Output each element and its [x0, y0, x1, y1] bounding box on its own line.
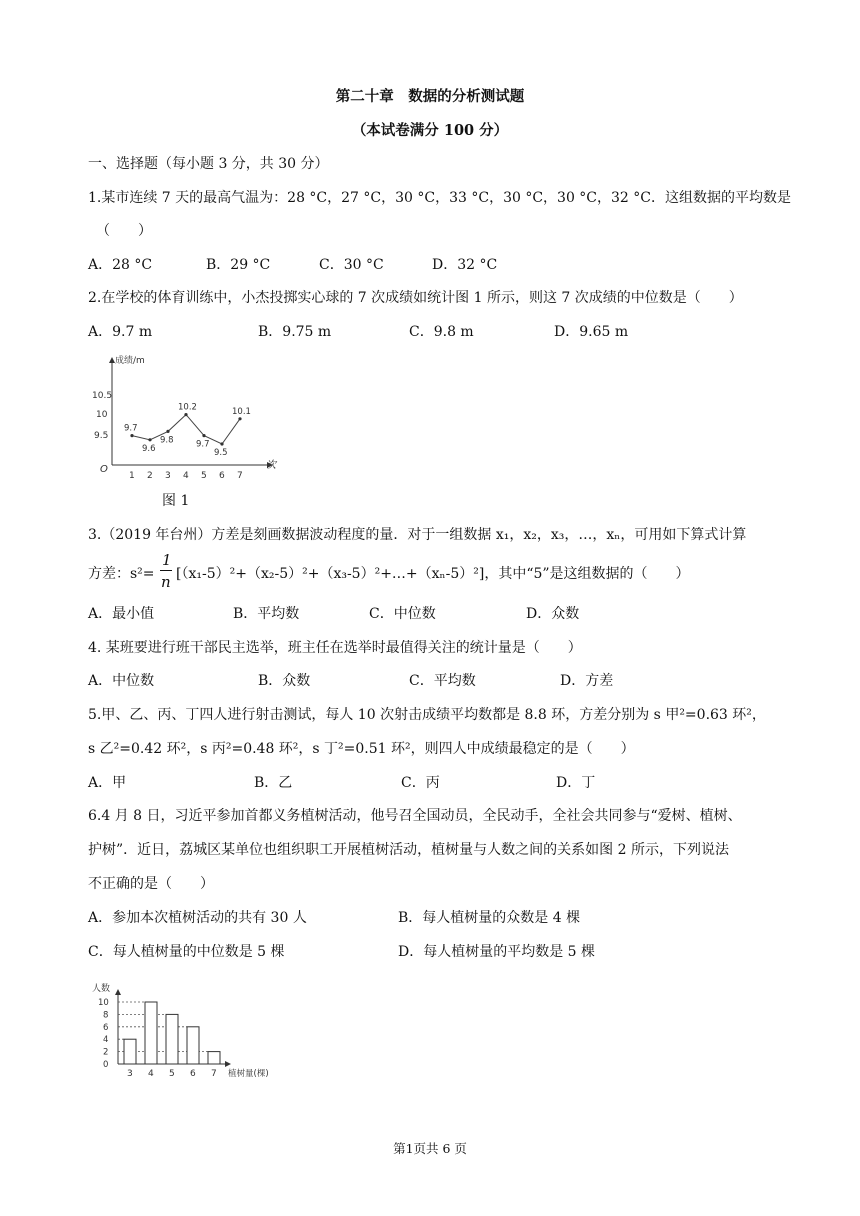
page-footer: 第1页共 6 页 [393, 1141, 467, 1156]
q6-option-d: D．每人植树量的平均数是 5 棵 [398, 944, 596, 960]
q3-option-c: C．中位数 [369, 606, 436, 622]
data-point [166, 430, 169, 433]
question-3-formula-prefix: 方差：s²= [88, 566, 155, 582]
q3-option-a: A．最小值 [88, 606, 155, 622]
fraction-bar [160, 570, 172, 571]
y-tick-label: 10 [96, 410, 108, 420]
q4-option-d: D．方差 [560, 673, 614, 689]
y-axis-label: 人数 [92, 984, 111, 994]
data-point [130, 434, 133, 437]
q5-option-d: D．丁 [556, 775, 596, 791]
y-axis-label: 成绩/m [115, 356, 145, 366]
fraction-numerator: 1 [162, 551, 172, 569]
question-5-text-cont: s 乙²=0.42 环²，s 丙²=0.48 环²，s 丁²=0.51 环²，则四人中成绩最稳定的是（ ） [88, 741, 635, 757]
y-tick-label: 6 [103, 1022, 109, 1033]
q5-option-c: C．丙 [401, 775, 440, 791]
y-tick-label: 0 [103, 1060, 109, 1070]
question-6-text-end: 不正确的是（ ） [88, 876, 214, 892]
x-tick-label: 5 [201, 471, 207, 481]
q1-option-b: B．29 °C [206, 257, 271, 273]
q3-option-b: B．平均数 [233, 606, 300, 622]
q6-option-a: A．参加本次植树活动的共有 30 人 [88, 910, 307, 926]
bar [208, 1052, 220, 1064]
question-4-text: 4. 某班要进行班干部民主选举，班主任在选举时最值得关注的统计量是（ ） [88, 640, 582, 656]
data-label: 9.7 [196, 439, 210, 450]
q4-option-a: A．中位数 [88, 673, 155, 689]
figure-1-line-chart [90, 350, 290, 485]
y-tick-label: 2 [103, 1047, 109, 1058]
origin-label: O [100, 464, 108, 475]
data-label: 10.2 [178, 402, 197, 413]
data-label: 9.8 [160, 435, 174, 446]
x-tick-label: 5 [169, 1069, 175, 1079]
data-label: 9.5 [214, 448, 228, 458]
x-axis-label: 植树量(棵) [228, 1069, 269, 1079]
q1-option-a: A．28 °C [88, 257, 153, 273]
y-tick-label: 9.5 [94, 431, 109, 441]
q5-option-b: B．乙 [254, 775, 293, 791]
y-tick-label: 10.5 [92, 391, 113, 401]
bar [145, 1002, 157, 1064]
y-tick-label: 8 [103, 1010, 109, 1021]
data-point [202, 434, 205, 437]
page-title: 第二十章 数据的分析测试题 [335, 88, 525, 105]
x-tick-label: 7 [237, 471, 243, 481]
question-6-text: 6.4 月 8 日，习近平参加首都义务植树活动，他号召全国动员，全民动手，全社会共同参与“爱树、植树、 [88, 808, 742, 824]
section-heading: 一、选择题（每小题 3 分，共 30 分） [88, 156, 329, 172]
x-tick-label: 4 [183, 471, 189, 481]
x-tick-label: 6 [190, 1069, 196, 1079]
q1-option-c: C．30 °C [319, 257, 384, 273]
x-tick-label: 7 [211, 1069, 217, 1079]
data-point [220, 442, 223, 445]
data-label: 9.6 [142, 443, 156, 454]
series-line [132, 415, 240, 444]
bar [166, 1014, 178, 1064]
q6-option-c: C．每人植树量的中位数是 5 棵 [88, 944, 285, 960]
q2-option-c: C．9.8 m [409, 324, 474, 340]
q4-option-b: B．众数 [258, 673, 311, 689]
question-5-text: 5.甲、乙、丙、丁四人进行射击测试，每人 10 次射击成绩平均数都是 8.8 环，方差分别为 s 甲²=0.63 环²， [88, 707, 766, 723]
data-point [184, 413, 187, 416]
question-6-text-cont: 护树”．近日，荔城区某单位也组织职工开展植树活动，植树量与人数之间的关系如图 2 所示，下列说法 [88, 842, 729, 858]
data-point [238, 417, 241, 420]
question-1-text: 1.某市连续 7 天的最高气温为：28 °C，27 °C，30 °C，33 °C，30 °C，30 °C，32 °C．这组数据的平均数是 [88, 190, 791, 206]
q5-option-a: A．甲 [88, 775, 127, 791]
figure-2-bar-chart [90, 980, 280, 1080]
x-tick-label: 2 [147, 471, 153, 481]
figure-1-caption: 图 1 [162, 493, 190, 509]
q6-option-b: B．每人植树量的众数是 4 棵 [398, 910, 581, 926]
bar [124, 1039, 136, 1064]
x-tick-label: 4 [148, 1069, 154, 1079]
question-1-blank: （ ） [96, 223, 152, 239]
x-tick-label: 1 [129, 471, 135, 481]
y-tick-label: 4 [103, 1035, 109, 1046]
data-point [148, 438, 151, 441]
q4-option-c: C．平均数 [409, 673, 476, 689]
question-2-text: 2.在学校的体育训练中，小杰投掷实心球的 7 次成绩如统计图 1 所示，则这 7 次成绩的中位数是（ ） [88, 290, 743, 306]
question-3-formula-suffix: [（x₁-5）²+（x₂-5）²+（x₃-5）²+…+（xₙ-5）²]，其中“5”是这组数据的（ ） [176, 566, 690, 582]
data-label: 10.1 [232, 406, 251, 417]
fraction-denominator: n [161, 573, 171, 591]
y-tick-label: 10 [98, 998, 109, 1008]
question-3-text: 3.（2019 年台州）方差是刻画数据波动程度的量．对于一组数据 x₁，x₂，x₃，…，xₙ，可用如下算式计算 [88, 527, 747, 543]
q2-option-b: B．9.75 m [258, 324, 332, 340]
q1-option-d: D．32 °C [432, 257, 498, 273]
q2-option-a: A．9.7 m [88, 324, 153, 340]
page-subtitle: （本试卷满分 100 分） [351, 122, 509, 139]
bar [187, 1027, 199, 1064]
x-tick-label: 6 [219, 471, 225, 481]
x-axis-label: 次 [266, 460, 276, 471]
x-tick-label: 3 [165, 471, 171, 481]
data-label: 9.7 [124, 423, 138, 434]
q2-option-d: D．9.65 m [554, 324, 629, 340]
q3-option-d: D．众数 [526, 606, 580, 622]
x-tick-label: 3 [127, 1069, 133, 1079]
